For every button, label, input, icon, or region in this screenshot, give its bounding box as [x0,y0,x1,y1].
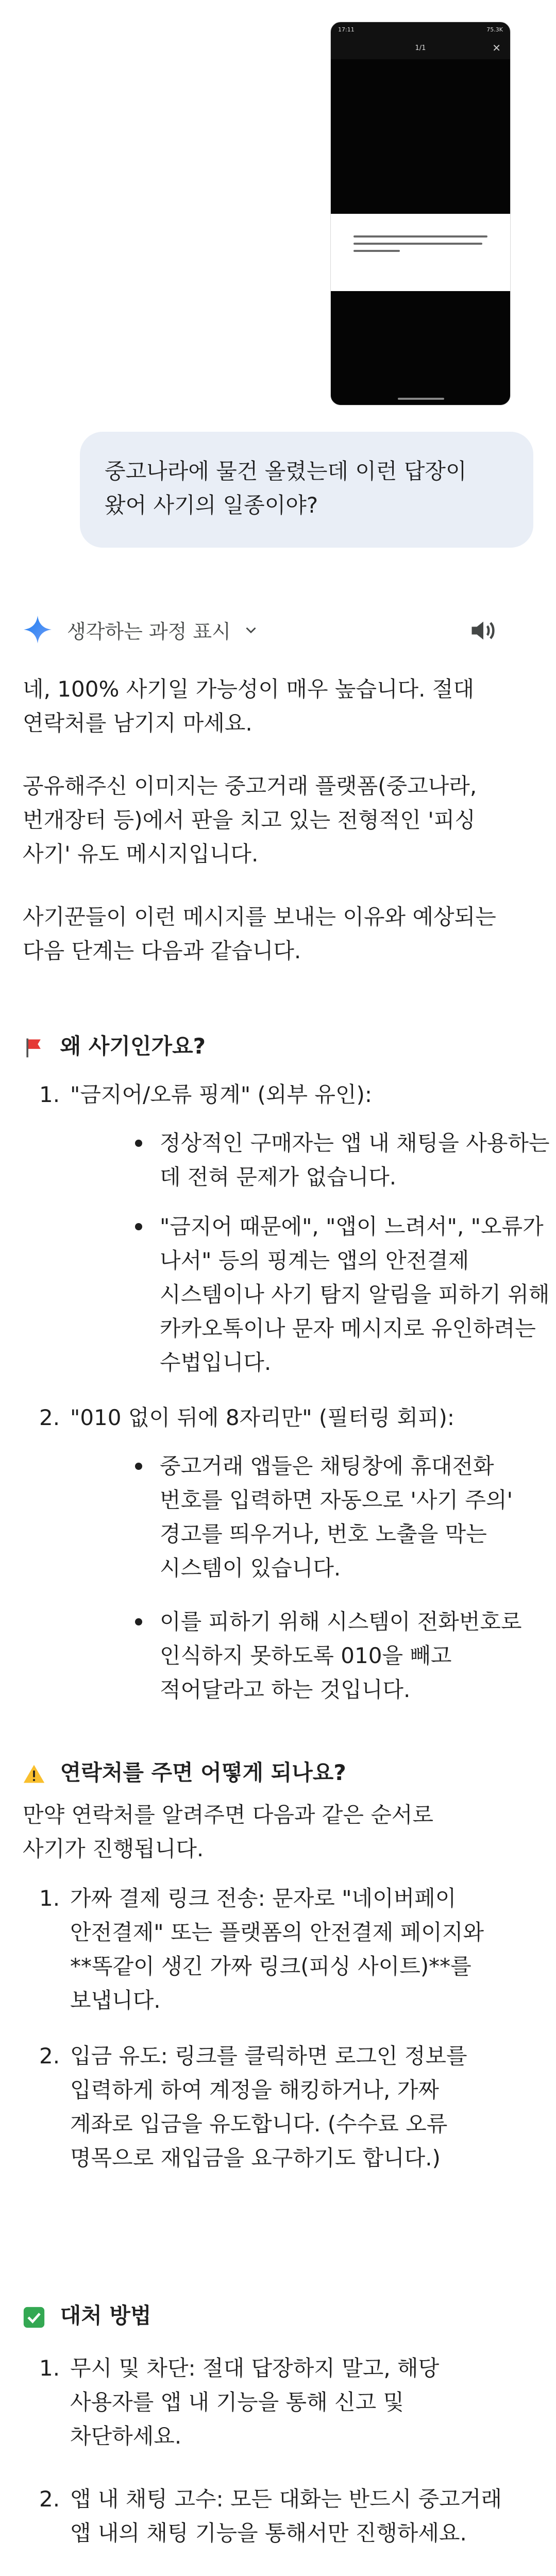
text-line: 차단하세요. [70,2424,182,2449]
text-line: 무시 및 차단: 절대 답장하지 말고, 해당 [70,2355,440,2381]
text-line: 사기꾼들이 이런 메시지를 보내는 이유와 예상되는 [23,904,496,929]
show-thinking-toggle[interactable] [67,616,260,644]
section-heading [23,1756,538,1790]
text-line: 다음 단계는 다음과 같습니다. [23,938,301,963]
thumbnail-status-bar [338,26,503,35]
thumbnail-text-line [353,235,487,238]
bullet-dot [135,1223,142,1230]
response-paragraph [23,1798,538,1866]
thumbnail-text-line [353,250,400,252]
text-line: 네, 100% 사기일 가능성이 매우 높습니다. 절대 [23,676,475,702]
section-heading [23,2299,538,2333]
response-paragraph [23,769,538,871]
user-message-bubble [80,432,533,548]
user-message-line: 왔어 사기의 일종이야? [105,493,318,518]
list-number: 2. [39,1405,60,1430]
chevron-down-icon [242,621,260,639]
attached-image-thumbnail[interactable] [330,22,511,405]
close-icon: ✕ [492,42,501,54]
text-line: 가짜 결제 링크 전송: 문자로 "네이버페이 [70,1886,457,1911]
text-line: 앱 내 채팅 고수: 모든 대화는 반드시 중고거래 [70,2486,502,2512]
text-line: 번개장터 등)에서 판을 치고 있는 전형적인 '피싱 [23,807,476,833]
list-item-title: "010 없이 뒤에 8자리만" (필터링 회피): [70,1405,455,1430]
text-line: 사용자를 앱 내 기능을 통해 신고 및 [70,2389,405,2415]
thumbnail-status-right: 75.3K [486,26,503,33]
thumbnail-message-area [331,214,510,291]
bullet-dot [135,1140,142,1147]
text-line: 공유해주신 이미지는 중고거래 플랫폼(중고나라, [23,773,477,799]
text-line: 나서" 등의 핑계는 앱의 안전결제 [160,1248,469,1273]
text-line: 정상적인 구매자는 앱 내 채팅을 사용하는 [160,1130,550,1156]
text-line: 입금 유도: 링크를 클릭하면 로그인 정보를 [70,2043,467,2069]
check-mark-icon [23,2306,45,2329]
list-item-title: "금지어/오류 핑계" (외부 유인): [70,1082,373,1107]
text-line: 사기가 진행됩니다. [23,1836,204,1861]
response-paragraph [23,900,538,968]
text-line: 안전결제" 또는 플랫폼의 안전결제 페이지와 [70,1920,484,1945]
text-line: 적어달라고 하는 것입니다. [160,1677,411,1702]
list-number: 1. [39,1886,60,1911]
text-line: 카카오톡이나 문자 메시지로 유인하려는 [160,1316,536,1341]
section-heading [23,1029,538,1063]
thumbnail-header [331,38,510,58]
text-line: 명목으로 재입금을 요구하기도 합니다.) [70,2145,441,2171]
text-line: 보냅니다. [70,1988,161,2013]
thumbnail-home-indicator [398,398,444,400]
text-line: 인식하지 못하도록 010을 빼고 [160,1643,452,1668]
text-line: 시스템이나 사기 탐지 알림을 피하기 위해 [160,1282,550,1307]
list-number: 1. [39,2355,60,2381]
text-line: 시스템이 있습니다. [160,1555,341,1581]
gemini-sparkle-icon [23,615,53,645]
text-line: "금지어 때문에", "앱이 느려서", "오류가 [160,1214,544,1239]
thumbnail-dark-area-bottom [331,291,510,405]
text-line: 앱 내의 채팅 기능을 통해서만 진행하세요. [70,2520,467,2546]
text-line: 만약 연락처를 알려주면 다음과 같은 순서로 [23,1802,434,1827]
speaker-icon[interactable] [468,615,499,646]
thumbnail-dark-area-top [331,59,510,214]
user-message-line: 중고나라에 물건 올렸는데 이런 답장이 [105,459,467,484]
text-line: **똑같이 생긴 가짜 링크(피싱 사이트)**를 [70,1954,471,1979]
text-line: 경고를 띄우거나, 번호 노출을 막는 [160,1521,487,1547]
text-line: 수법입니다. [160,1350,272,1375]
section-heading-text: 왜 사기인가요? [60,1033,206,1059]
show-thinking-label: 생각하는 과정 표시 [67,620,231,643]
text-line: 데 전혀 문제가 없습니다. [160,1164,397,1190]
response-paragraph [23,672,538,740]
text-line: 연락처를 남기지 마세요. [23,710,252,736]
text-line: 사기' 유도 메시지입니다. [23,841,259,867]
bullet-dot [135,1463,142,1470]
list-number: 2. [39,2043,60,2069]
text-line: 중고거래 앱들은 채팅창에 휴대전화 [160,1453,494,1479]
text-line: 입력하게 하여 계정을 해킹하거나, 가짜 [70,2077,439,2103]
text-line: 번호를 입력하면 자동으로 '사기 주의' [160,1487,513,1513]
red-flag-icon [23,1037,45,1059]
bullet-dot [135,1618,142,1625]
text-line: 이를 피하기 위해 시스템이 전화번호로 [160,1609,522,1634]
thumbnail-header-text: 1/1 [415,44,426,52]
list-number: 2. [39,2486,60,2512]
section-heading-text: 연락처를 주면 어떻게 되나요? [60,1760,346,1785]
warning-icon [23,1763,45,1786]
thumbnail-text-line [353,243,482,245]
section-heading-text: 대처 방법 [60,2303,151,2328]
list-number: 1. [39,1082,60,1107]
text-line: 계좌로 입금을 유도합니다. (수수료 오류 [70,2111,448,2137]
thumbnail-status-time: 17:11 [338,26,355,33]
